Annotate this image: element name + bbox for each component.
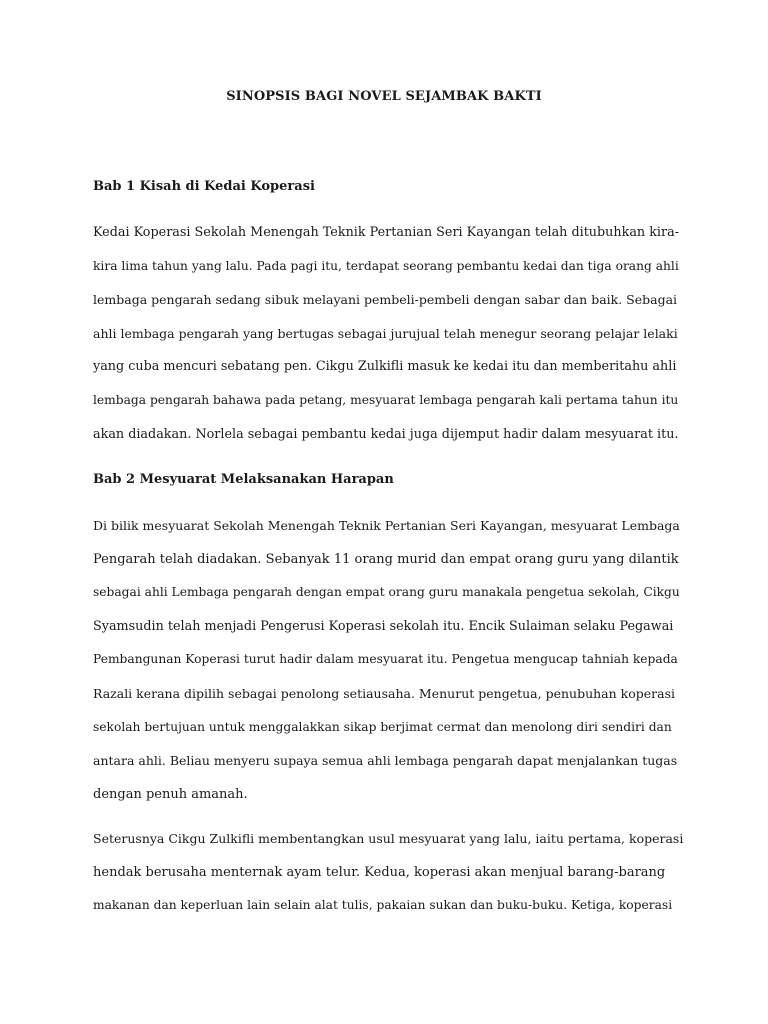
paragraph-line: hendak berusaha menternak ayam telur. Kedua, koperasi akan menjual barang-barang <box>93 864 666 880</box>
paragraph-line: Pembangunan Koperasi turut hadir dalam mesyuarat itu. Pengetua mengucap tahniah kepada <box>93 652 678 667</box>
paragraph-line: sekolah bertujuan untuk menggalakkan sikap berjimat cermat dan menolong diri sendiri dan <box>93 719 672 734</box>
paragraph-line: Razali kerana dipilih sebagai penolong setiausaha. Menurut pengetua, penubuhan koperasi <box>93 685 675 701</box>
document-title: SINOPSIS BAGI NOVEL SEJAMBAK BAKTI <box>226 89 542 104</box>
paragraph <box>93 216 683 451</box>
paragraph-line: dengan penuh amanah. <box>93 786 248 802</box>
paragraph-line: Di bilik mesyuarat Sekolah Menengah Teknik Pertanian Seri Kayangan, mesyuarat Lembaga <box>93 518 680 533</box>
section-bab-1-paragraph-1 <box>93 216 683 451</box>
paragraph-line: lembaga pengarah bahawa pada petang, mesyuarat lembaga pengarah kali pertama tahun itu <box>93 392 679 407</box>
paragraph <box>93 509 683 811</box>
paragraph-line: Syamsudin telah menjadi Pengerusi Koperasi sekolah itu. Encik Sulaiman selaku Pegawai <box>93 618 674 634</box>
section-heading: Bab 1 Kisah di Kedai Koperasi <box>93 179 315 194</box>
paragraph-line: lembaga pengarah sedang sibuk melayani pembeli-pembeli dengan sabar dan baik. Sebagai <box>93 292 678 308</box>
section-bab-2 <box>93 471 683 489</box>
paragraph-line: Pengarah telah diadakan. Sebanyak 11 orang murid dan empat orang guru yang dilantik <box>93 551 679 567</box>
paragraph-line: antara ahli. Beliau menyeru supaya semua ahli lembaga pengarah dapat menjalankan tugas <box>93 753 678 769</box>
section-bab-2-paragraph-1 <box>93 509 683 811</box>
section-bab-2-paragraph-2 <box>93 822 683 923</box>
paragraph-line: makanan dan keperluan lain selain alat tulis, pakaian sukan dan buku-buku. Ketiga, koperasi <box>93 898 673 913</box>
paragraph-line: sebagai ahli Lembaga pengarah dengan empat orang guru manakala pengetua sekolah, Cikgu <box>93 585 680 600</box>
section-heading: Bab 2 Mesyuarat Melaksanakan Harapan <box>93 472 394 487</box>
section-bab-1 <box>93 178 683 196</box>
paragraph-line: ahli lembaga pengarah yang bertugas sebagai jurujual telah menegur seorang pelajar lelaki <box>93 325 678 341</box>
paragraph-line: yang cuba mencuri sebatang pen. Cikgu Zulkifli masuk ke kedai itu dan memberitahu ahli <box>93 359 677 375</box>
paragraph-line: akan diadakan. Norlela sebagai pembantu kedai juga dijemput hadir dalam mesyuarat itu. <box>93 426 679 442</box>
paragraph <box>93 822 683 923</box>
paragraph-line: kira lima tahun yang lalu. Pada pagi itu, terdapat seorang pembantu kedai dan tiga orang ahli <box>93 258 679 273</box>
paragraph-line: Kedai Koperasi Sekolah Menengah Teknik Pertanian Seri Kayangan telah ditubuhkan kira- <box>93 225 680 240</box>
paragraph-line: Seterusnya Cikgu Zulkifli membentangkan usul mesyuarat yang lalu, iaitu pertama, koperasi <box>93 831 684 846</box>
